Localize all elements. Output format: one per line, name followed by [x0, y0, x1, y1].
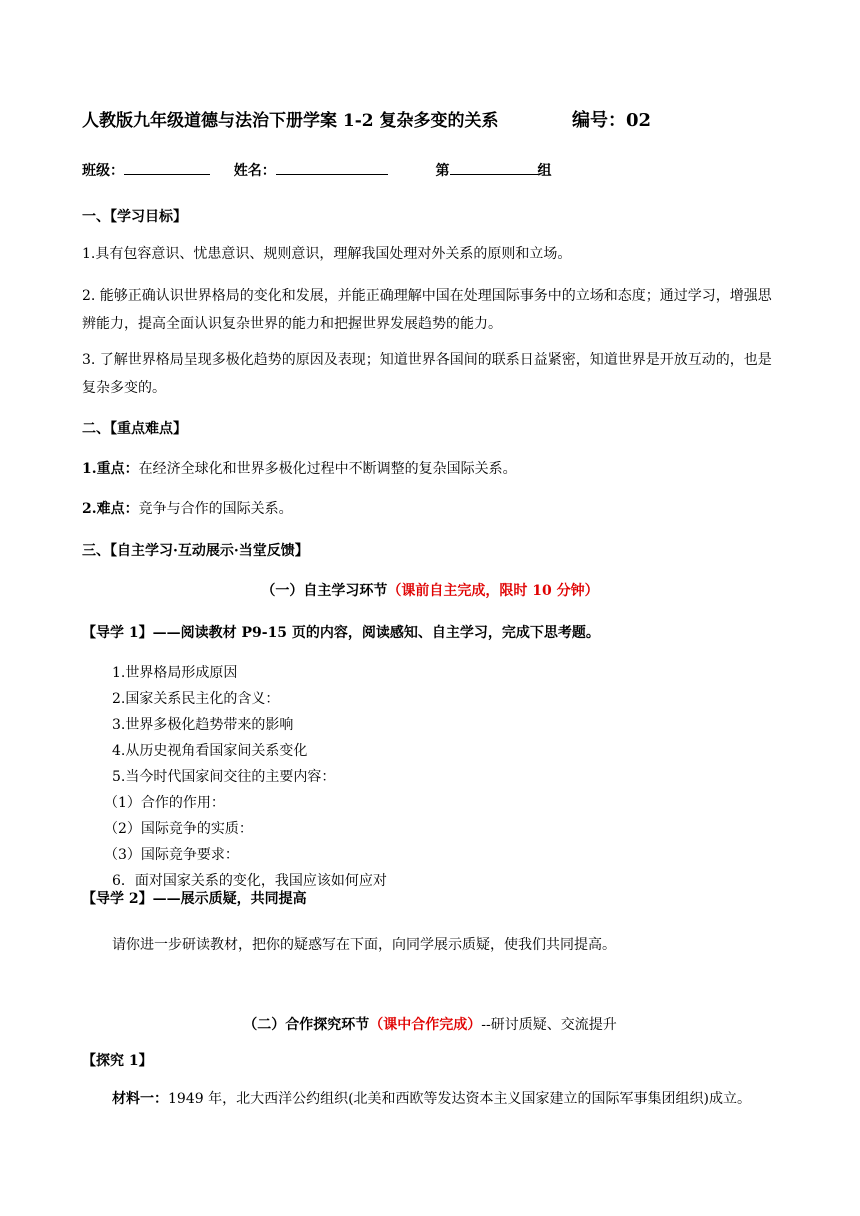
objective-2: 2. 能够正确认识世界格局的变化和发展，并能正确理解中国在处理国际事务中的立场和态度；通过学习，增强思辨能力，提高全面认识复杂世界的能力和把握世界发展趋势的能力。	[82, 288, 772, 332]
guide-2-text: 请你进一步研读教材，把你的疑惑写在下面，向同学展示质疑，使我们共同提高。	[112, 937, 616, 953]
class-label: 班级：	[82, 163, 124, 179]
difficult-point: 2.难点：竞争与合作的国际关系。	[82, 501, 293, 517]
question-item: 4.从历史视角看国家间关系变化	[112, 743, 308, 759]
question-item: 3.世界多极化趋势带来的影响	[112, 717, 294, 733]
section-heading-objectives: 一、【学习目标】	[82, 209, 187, 225]
document-title	[82, 106, 499, 131]
explore-1: 【探究 1】	[82, 1053, 153, 1069]
guide-2: 【导学 2】——展示质疑，共同提高	[82, 891, 307, 907]
group-blank[interactable]	[450, 160, 538, 175]
material-1: 材料一：1949 年，北大西洋公约组织(北美和西欧等发达资本主义国家建立的国际军事集团组织)成立。	[112, 1091, 752, 1107]
student-info-row	[82, 160, 552, 180]
group-suffix: 组	[537, 163, 552, 179]
key-point: 1.重点：在经济全球化和世界多极化过程中不断调整的复杂国际关系。	[82, 461, 517, 477]
question-item: （2）国际竞争的实质：	[104, 821, 253, 837]
name-label: 姓名：	[233, 163, 276, 179]
question-item: （1）合作的作用：	[104, 795, 225, 811]
group-prefix: 第	[435, 163, 450, 179]
section-heading-learning: 三、【自主学习·互动展示·当堂反馈】	[82, 543, 309, 559]
subsection-self-study: （一）自主学习环节（课前自主完成，限时 10 分钟）	[261, 583, 599, 599]
question-item: （3）国际竞争要求：	[104, 847, 239, 863]
objective-1: 1.具有包容意识、忧患意识、规则意识，理解我国处理对外关系的原则和立场。	[82, 246, 572, 262]
guide-1: 【导学 1】——阅读教材 P9-15 页的内容，阅读感知、自主学习，完成下思考题。	[82, 625, 600, 641]
objective-3: 3. 了解世界格局呈现多极化趋势的原因及表现；知道世界各国间的联系日益紧密，知道世界是开放互动的，也是复杂多变的。	[82, 352, 772, 396]
question-item: 5.当今时代国家间交往的主要内容：	[112, 769, 336, 785]
question-item: 6．面对国家关系的变化，我国应该如何应对	[112, 873, 387, 889]
document-number: 编号：02	[572, 110, 652, 131]
question-item: 2.国家关系民主化的含义：	[112, 691, 280, 707]
class-blank[interactable]	[124, 160, 210, 175]
section-heading-keypoints: 二、【重点难点】	[82, 421, 187, 437]
name-blank[interactable]	[276, 160, 388, 175]
title-main: 人教版九年级道德与法治下册学案 1-2 复杂多变的关系	[82, 111, 499, 131]
subsection-cooperation: （二）合作探究环节（课中合作完成）--研讨质疑、交流提升	[243, 1017, 617, 1033]
question-item: 1.世界格局形成原因	[112, 665, 238, 681]
